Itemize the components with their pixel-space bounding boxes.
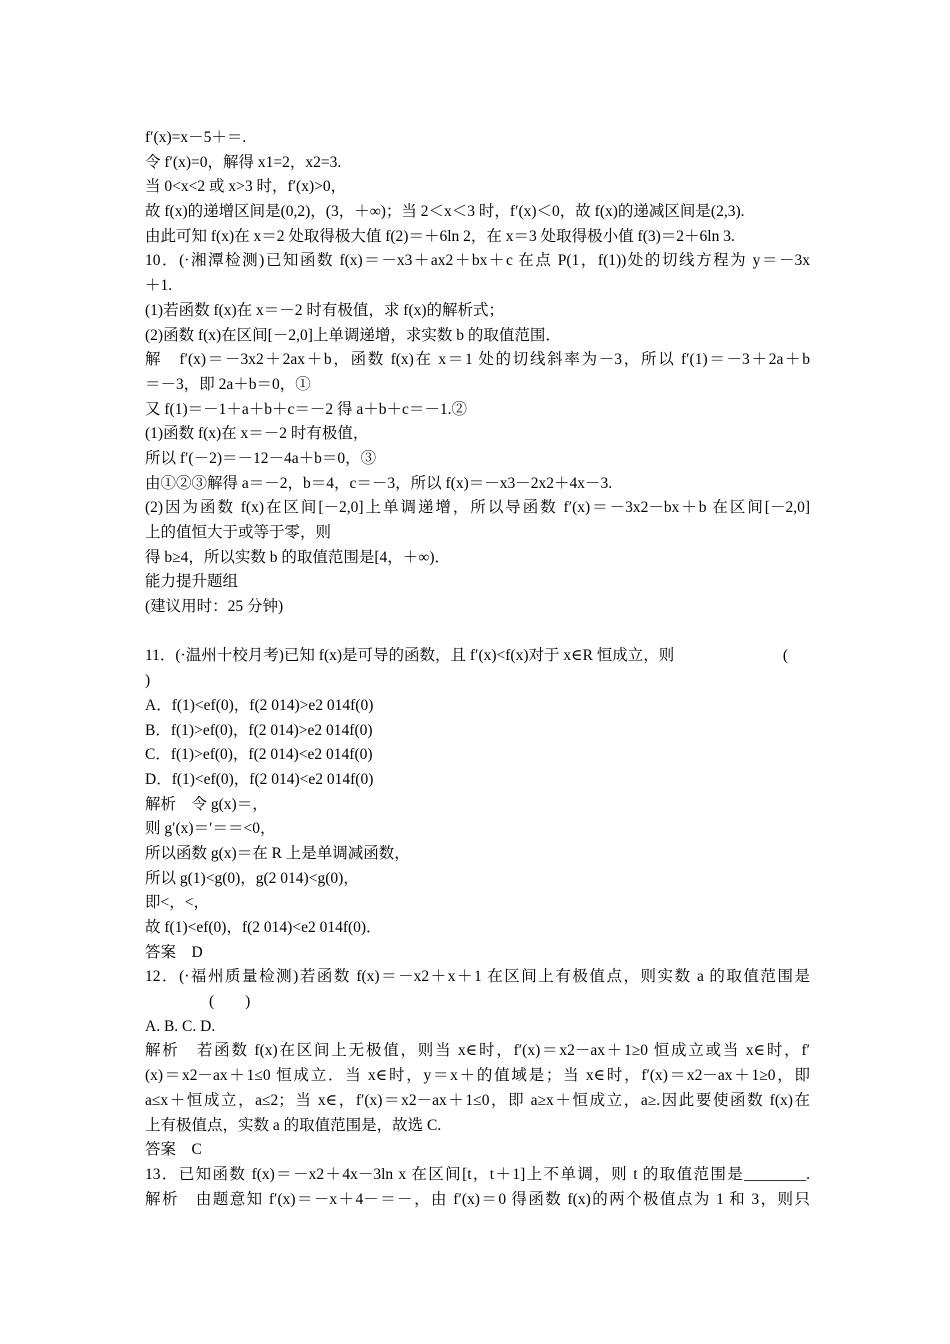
text-line: 所以 g(1)<g(0)，g(2 014)<g(0)，	[145, 869, 359, 887]
text-line: 令 f′(x)=0，解得 x1=2，x2=3.	[145, 153, 342, 171]
text-line: 则 g′(x)＝′＝＝<0，	[145, 820, 276, 838]
text-line: 由此可知 f(x)在 x＝2 处取得极大值 f(2)＝＋6ln 2，在 x＝3 处取得极小值 f(3)＝2＋6ln 3.	[145, 227, 735, 245]
answer-bracket: ( )	[209, 993, 251, 1011]
text-line: ＋1.	[145, 277, 173, 295]
text-line: f′(x)=x－5＋＝.	[145, 129, 247, 146]
answer-line: 答案 C	[145, 1141, 202, 1159]
option-c: C．f(1)>ef(0)，f(2 014)<e2 014f(0)	[145, 746, 373, 764]
text-line: 解析 若函数 f(x)在区间上无极值，则当 x∈时，f′(x)＝x2－ax＋1≥0 恒成立或当 x∈时，f′	[145, 1042, 810, 1060]
text-line: 所以 f′(－2)＝－12－4a＋b＝0，③	[145, 449, 377, 467]
text-line: 得 b≥4，所以实数 b 的取值范围是[4，＋∞)．	[145, 548, 451, 566]
section-heading: 能力提升题组	[145, 573, 239, 591]
text-line: (x)＝x2－ax＋1≤0 恒成立．当 x∈时，y＝x＋的值域是；当 x∈时，f′(x)＝x2－ax＋1≥0，即	[145, 1067, 810, 1085]
answer-bracket-open: (	[782, 647, 788, 665]
text-line: a≤x＋恒成立，a≤2；当 x∈，f′(x)＝x2－ax＋1≤0，即 a≥x＋恒成立，a≥.因此要使函数 f(x)在	[145, 1091, 810, 1109]
problem-11-text: 11．(·温州十校月考)已知 f(x)是可导的函数，且 f′(x)<f(x)对于 x∈R 恒成立，则	[145, 647, 675, 665]
text-line: (2)因为函数 f(x)在区间[－2,0]上单调递增，所以导函数 f′(x)＝－3x2－bx＋b 在区间[－2,0]	[145, 499, 810, 517]
option-a: A．f(1)<ef(0)，f(2 014)>e2 014f(0)	[145, 696, 374, 714]
text-line: ＝－3，即 2a＋b＝0，①	[145, 375, 311, 393]
text-line: (1)函数 f(x)在 x＝－2 时有极值，	[145, 425, 369, 443]
option-d: D．f(1)<ef(0)，f(2 014)<e2 014f(0)	[145, 770, 374, 788]
text-line: 上的值恒大于或等于零，则	[145, 524, 332, 541]
text-line: 故 f(1)<ef(0)，f(2 014)<e2 014f(0)．	[145, 919, 382, 936]
text-line: 由①②③解得 a＝－2，b＝4，c＝－3，所以 f(x)＝－x3－2x2＋4x－3.	[145, 474, 613, 492]
blank-line	[145, 620, 810, 645]
text-line: (2)函数 f(x)在区间[－2,0]上单调递增，求实数 b 的取值范围．	[145, 326, 561, 344]
text-line: 上有极值点，实数 a 的取值范围是，故选 C.	[145, 1116, 442, 1134]
options-line: A. B. C. D.	[145, 1017, 216, 1035]
document-page	[145, 126, 810, 1212]
problem-10-heading: 10．(·湘潭检测)已知函数 f(x)＝－x3＋ax2＋bx＋c 在点 P(1，f(1))处的切线方程为 y＝－3x	[145, 252, 810, 270]
solution-line: 解 f′(x)＝－3x2＋2ax＋b，函数 f(x)在 x＝1 处的切线斜率为－3，所以 f′(1)＝－3＋2a＋b	[145, 351, 810, 369]
problem-11-heading	[145, 644, 810, 669]
text-line: 当 0<x<2 或 x>3 时，f′(x)>0，	[145, 178, 347, 196]
section-subheading: (建议用时：25 分钟)	[145, 598, 284, 616]
answer-line: 答案 D	[145, 943, 203, 961]
text-line: 所以函数 g(x)＝在 R 上是单调减函数，	[145, 844, 410, 862]
text-line: 即<，<，	[145, 894, 209, 912]
text-line: 又 f(1)＝－1＋a＋b＋c＝－2 得 a＋b＋c＝－1.②	[145, 400, 468, 418]
text-line: 解析 令 g(x)＝，	[145, 795, 268, 813]
text-line: 解析 由题意知 f′(x)＝－x＋4－＝－，由 f′(x)＝0 得函数 f(x)的两个极值点为 1 和 3，则只	[145, 1190, 810, 1208]
answer-bracket-close: )	[145, 672, 151, 690]
problem-13-heading: 13．已知函数 f(x)＝－x2＋4x－3ln x 在区间[t，t＋1]上不单调，则 t 的取值范围是________.	[145, 1165, 810, 1183]
text-line: 故 f(x)的递增区间是(0,2)，(3，＋∞)；当 2＜x＜3 时，f′(x)＜0，故 f(x)的递减区间是(2,3).	[145, 203, 745, 221]
text-line: (1)若函数 f(x)在 x＝－2 时有极值，求 f(x)的解析式；	[145, 301, 505, 319]
option-b: B．f(1)>ef(0)，f(2 014)>e2 014f(0)	[145, 721, 373, 739]
problem-12-heading: 12．(·福州质量检测)若函数 f(x)＝－x2＋x＋1 在区间上有极值点，则实数 a 的取值范围是	[145, 968, 810, 986]
